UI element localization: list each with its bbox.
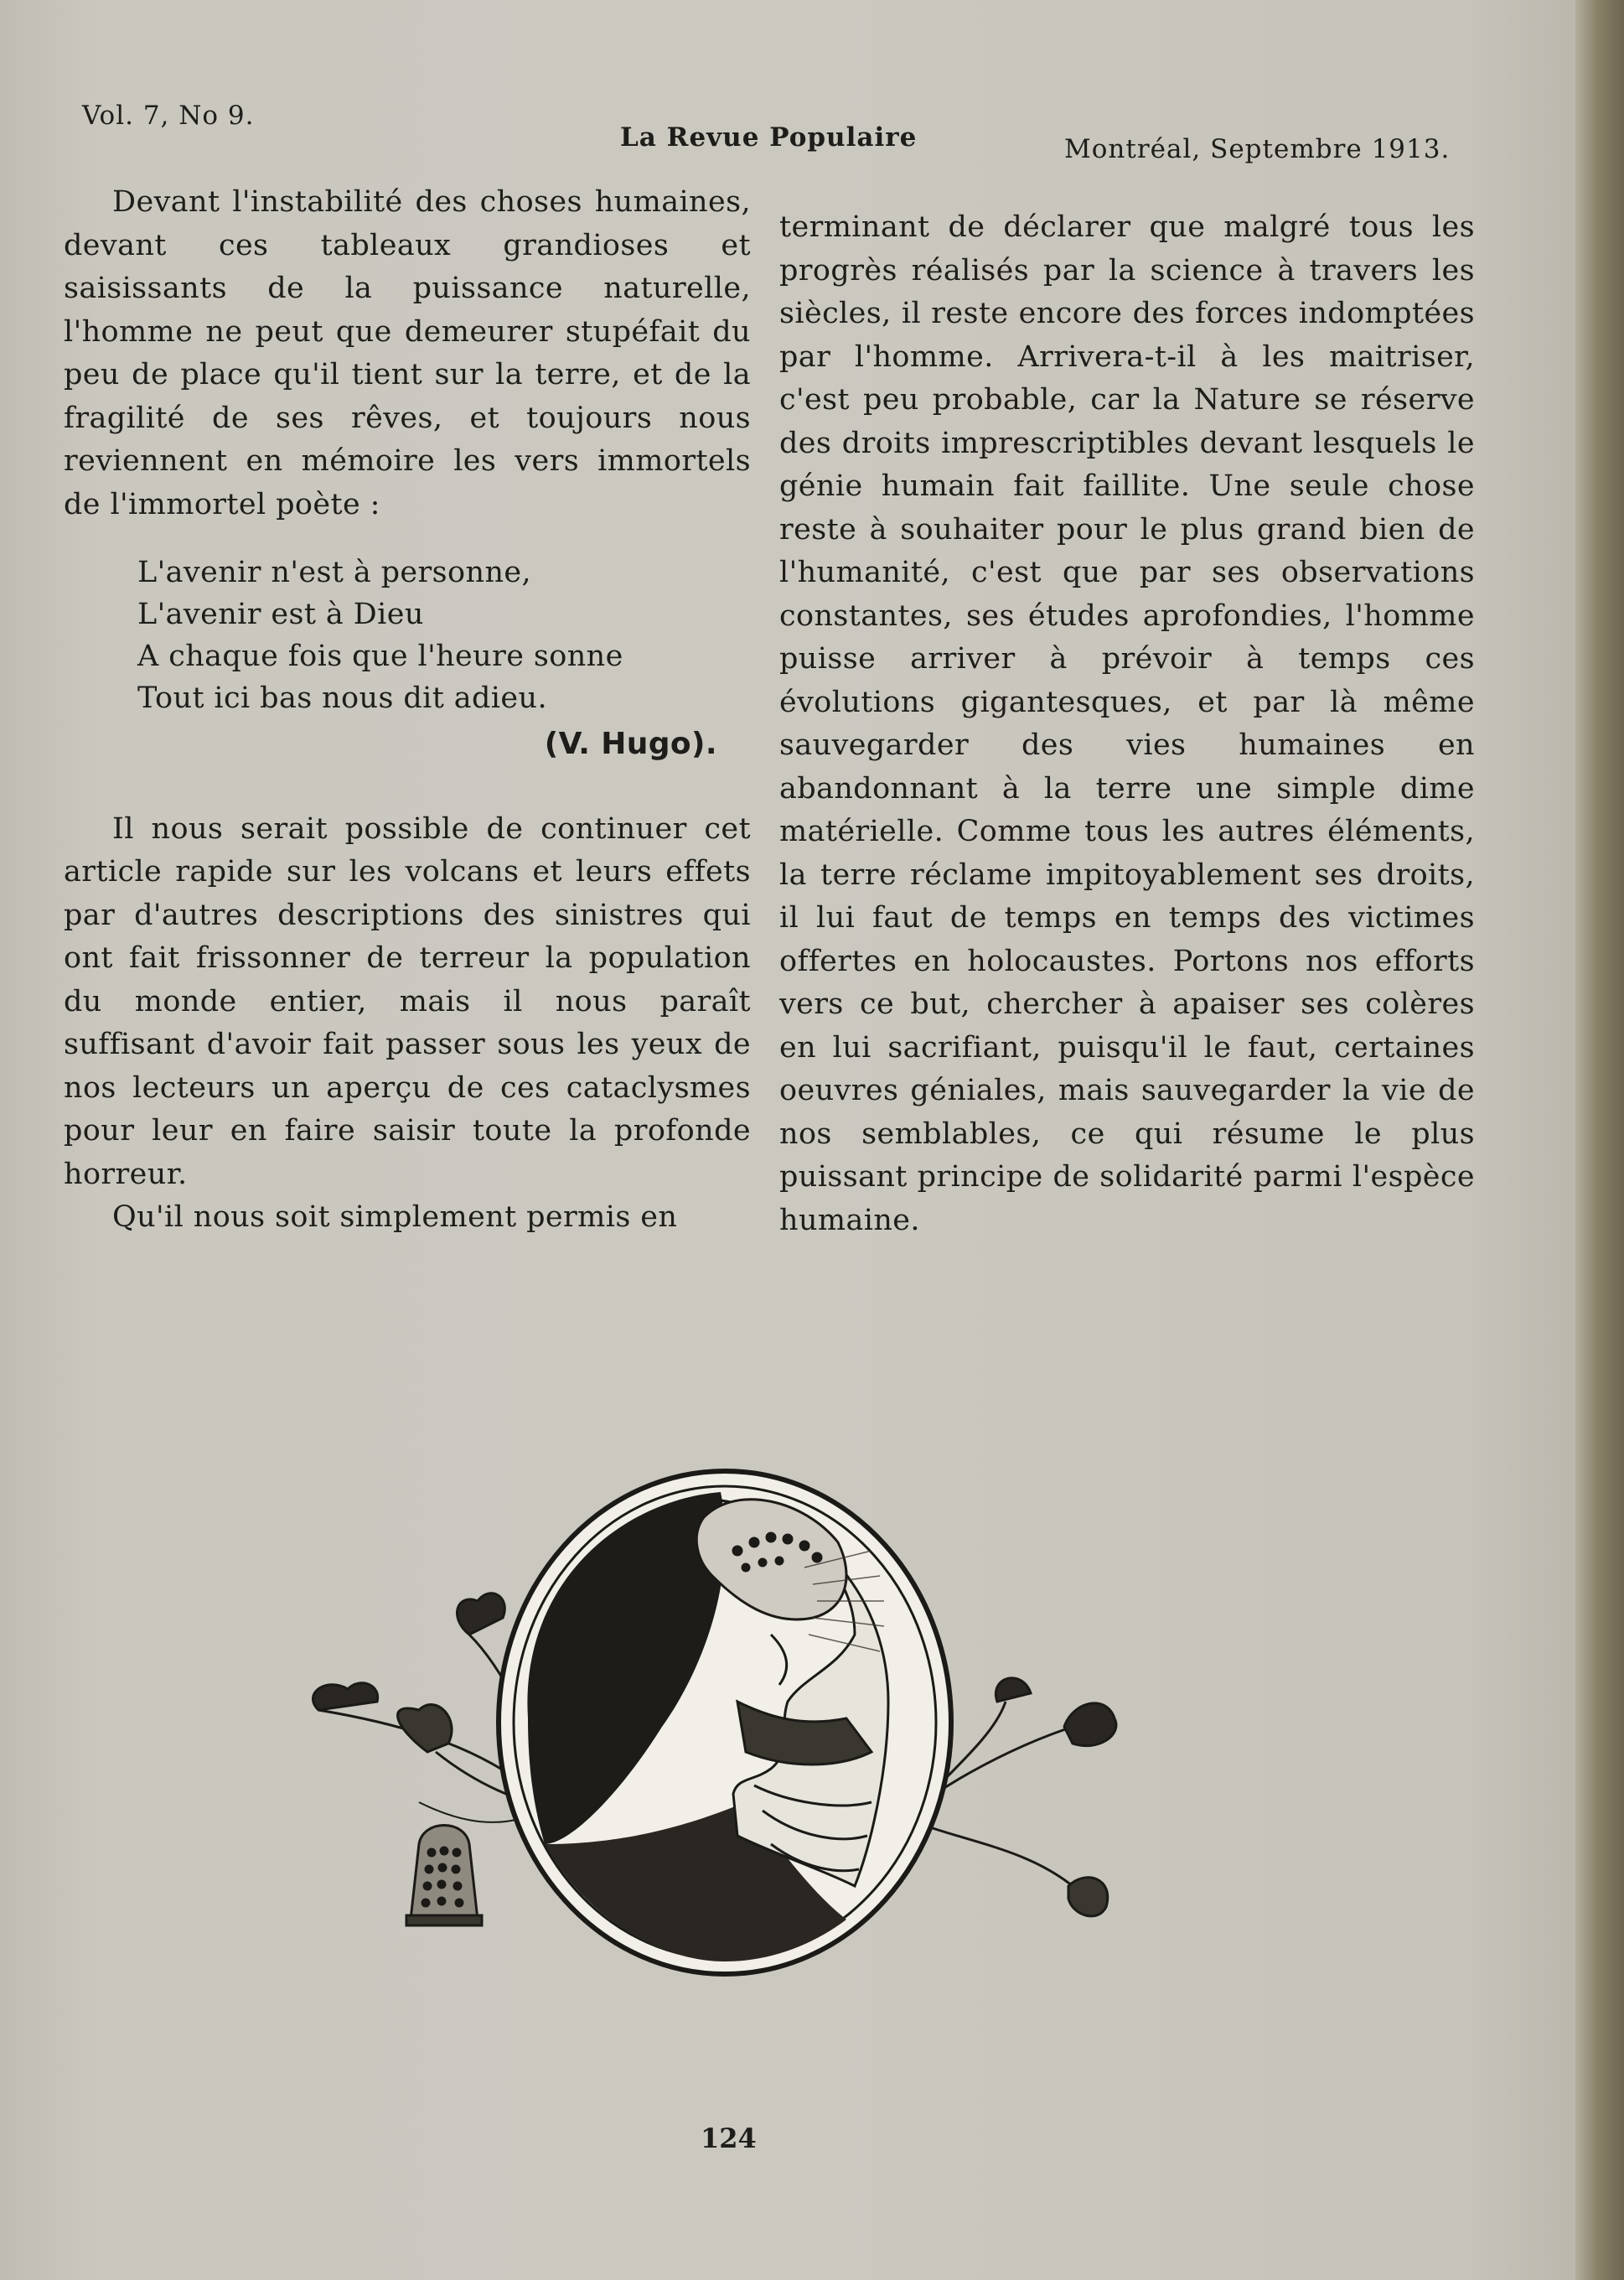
right-column	[779, 206, 1475, 1242]
paragraph-instability: Devant l'instabilité des choses humaines, devant ces tableaux grandioses et saisissants de la puissance naturelle, l'homme ne peut que demeurer stupéfait du peu de place qu'il tient sur la terre, et de la fragilité de ses rêves, et toujours nous reviennent en mémoire les vers immortels de l'immortel poète :	[64, 185, 751, 521]
thimble	[406, 1826, 482, 1926]
page-number: 124	[701, 2122, 757, 2154]
poem-attribution: (V. Hugo).	[544, 727, 717, 761]
paragraph-volcanoes: Il nous serait possible de continuer cet article rapide sur les volcans et leurs effets par d'autres descriptions des sinistres qui ont fait frissonner de terreur la population du monde entier, mais il nous paraît suffisant d'avoir fait passer sous les yeux de nos lecteurs un aperçu de ces cataclysmes pour leur en faire saisir toute la profonde horreur.	[64, 811, 751, 1191]
magazine-title: La Revue Populaire	[620, 122, 918, 153]
place-date: Montréal, Septembre 1913.	[1064, 134, 1451, 164]
hugo-poem	[137, 552, 751, 719]
left-column	[64, 181, 751, 1240]
poem-line: A chaque fois que l'heure sonne	[137, 640, 623, 673]
engraving-woman-portrait-with-tulips-and-thimble-icon	[268, 1450, 1182, 1987]
paragraph-conclusion-start: Qu'il nous soit simplement permis en	[112, 1200, 678, 1234]
poem-line: Tout ici bas nous dit adieu.	[137, 681, 547, 715]
volume-number: Vol. 7, No 9.	[82, 101, 255, 131]
poem-line: L'avenir est à Dieu	[137, 598, 424, 631]
book-spine-shadow	[1575, 0, 1624, 2280]
poem-line: L'avenir n'est à personne,	[137, 556, 532, 589]
paragraph-conclusion: terminant de déclarer que malgré tous les progrès réalisés par la science à travers les siècles, il reste encore des forces indomptées par l'homme. Arrivera-t-il à les maitriser, c'est peu probable, car la Nature se réserve des droits imprescriptibles devant lesquels le génie humain fait faillite. Une seule chose reste à souhaiter pour le plus grand bien de l'humanité, c'est que par ses observations constantes, ses études aprofondies, l'homme puisse arriver à prévoir à temps ces évolutions gigantesques, et par là même sauvegarder des vies humaines en abandonnant à la terre une simple dime matérielle. Comme tous les autres éléments, la terre réclame impitoyablement ses droits, il lui faut de temps en temps des victimes offertes en holocaustes. Portons nos efforts vers ce but, chercher à apaiser ses colères en lui sacrifiant, puisqu'il le faut, certaines oeuvres géniales, mais sauvegarder la vie de nos semblables, ce qui résume le plus puissant principe de solidarité parmi l'espèce humaine.	[779, 210, 1475, 1237]
